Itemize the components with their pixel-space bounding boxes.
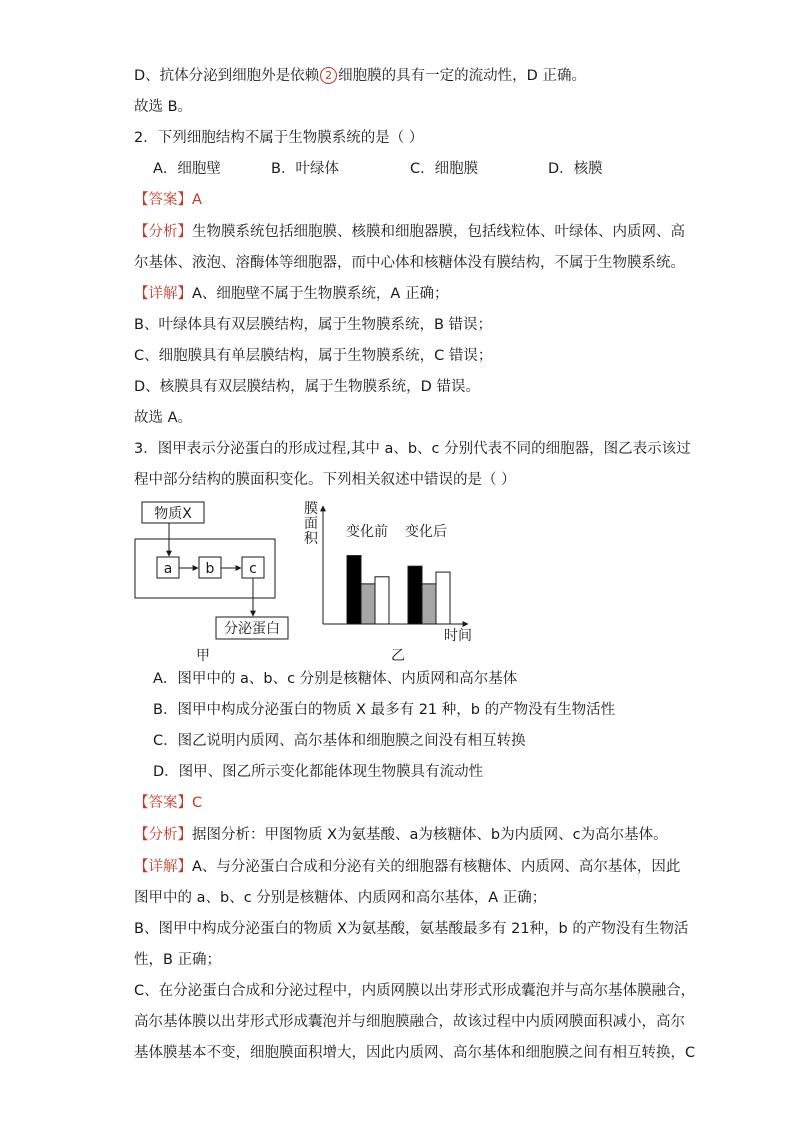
answer-value: C xyxy=(192,795,203,811)
prev-d-text-b: 细胞膜的具有一定的流动性，D 正确。 xyxy=(338,68,586,84)
figure-yi-chart xyxy=(304,501,472,664)
q3-stem-1: 3．图甲表示分泌蛋白的形成过程,其中 a、b、c 分别代表不同的细胞器，图乙表示该过 xyxy=(134,441,691,457)
organelle-c-label: c xyxy=(249,561,257,577)
q3-analysis xyxy=(134,825,668,845)
bar-2-2 xyxy=(422,584,436,624)
q2-answer xyxy=(134,190,202,210)
x-axis-label: 时间 xyxy=(444,628,472,644)
q2-option-d: D．核膜 xyxy=(548,161,603,177)
category-label-before: 变化前 xyxy=(346,524,388,540)
bar-2-1 xyxy=(408,566,422,624)
q3-detail-6: 高尔基体膜以出芽形式形成囊泡并与细胞膜融合，故该过程中内质网膜面积减小，高尔 xyxy=(134,1014,685,1030)
q2-detail-1 xyxy=(134,284,448,304)
q2-option-b: B．叶绿体 xyxy=(271,161,339,177)
bar-1-3 xyxy=(375,577,389,624)
q3-option-d: D．图甲、图乙所示变化都能体现生物膜具有流动性 xyxy=(153,764,484,780)
q3-answer xyxy=(134,793,202,813)
q3-detail-5: C、在分泌蛋白合成和分泌过程中，内质网膜以出芽形式形成囊泡并与高尔基体膜融合， xyxy=(134,983,696,999)
prev-option-d-line xyxy=(134,66,586,86)
y-axis-label: 膜面积 xyxy=(304,501,318,547)
answer-value: A xyxy=(192,192,202,208)
detail-tag: 【详解】 xyxy=(134,286,192,302)
q2-stem: 2．下列细胞结构不属于生物膜系统的是（ ） xyxy=(134,130,424,146)
q2-choose: 故选 A。 xyxy=(134,410,193,426)
q3-figure xyxy=(130,498,490,666)
q3-detail-7: 基体膜基本不变，细胞膜面积增大，因此内质网、高尔基体和细胞膜之间有相互转换，C xyxy=(134,1045,696,1061)
q3-option-a: A．图甲中的 a、b、c 分别是核糖体、内质网和高尔基体 xyxy=(153,671,518,687)
category-label-after: 变化后 xyxy=(405,524,447,540)
q3-option-b: B．图甲中构成分泌蛋白的物质 X 最多有 21 种，b 的产物没有生物活性 xyxy=(153,702,616,718)
bar-2-3 xyxy=(436,572,450,624)
prev-choose: 故选 B。 xyxy=(134,99,193,115)
bar-1-1 xyxy=(347,556,361,624)
caption-jia: 甲 xyxy=(196,648,210,664)
q2-analysis-2: 尔基体、液泡、溶酶体等细胞器，而中心体和核糖体没有膜结构，不属于生物膜系统。 xyxy=(134,255,685,271)
caption-yi: 乙 xyxy=(391,648,405,664)
q2-detail-3: C、细胞膜具有单层膜结构，属于生物膜系统，C 错误； xyxy=(134,348,493,364)
organelle-a-label: a xyxy=(163,561,173,577)
q2-analysis-1 xyxy=(134,222,685,242)
answer-tag: 【答案】 xyxy=(134,192,192,208)
answer-tag: 【答案】 xyxy=(134,795,192,811)
analysis-text: 据图分析：甲图物质 X为氨基酸、a为核糖体、b为内质网、c为高尔基体。 xyxy=(192,827,668,843)
figure-jia xyxy=(135,502,288,664)
detail-text: A、细胞壁不属于生物膜系统，A 正确； xyxy=(192,286,449,302)
q3-option-c: C．图乙说明内质网、高尔基体和细胞膜之间没有相互转换 xyxy=(153,733,526,749)
organelle-b-label: b xyxy=(205,561,215,577)
q3-detail-4: 性，B 正确； xyxy=(134,952,222,968)
substance-x-label: 物质X xyxy=(154,506,192,522)
analysis-text: 生物膜系统包括细胞膜、核膜和细胞器膜，包括线粒体、叶绿体、内质网、高 xyxy=(192,224,685,240)
q3-detail-2: 图甲中的 a、b、c 分别是核糖体、内质网和高尔基体，A 正确； xyxy=(134,890,547,906)
q2-detail-2: B、叶绿体具有双层膜结构，属于生物膜系统，B 错误； xyxy=(134,317,493,333)
prev-d-text-a: D、抗体分泌到细胞外是依赖 xyxy=(134,68,320,84)
product-label: 分泌蛋白 xyxy=(224,621,280,637)
q3-detail-1 xyxy=(134,857,680,877)
bar-1-2 xyxy=(361,584,375,624)
q3-stem-2: 程中部分结构的膜面积变化。下列相关叙述中错误的是（ ） xyxy=(134,472,516,488)
detail-tag: 【详解】 xyxy=(134,859,192,875)
analysis-tag: 【分析】 xyxy=(134,224,192,240)
detail-text: A、与分泌蛋白合成和分泌有关的细胞器有核糖体、内质网、高尔基体，因此 xyxy=(192,859,681,875)
q2-option-a: A．细胞壁 xyxy=(153,161,221,177)
q2-option-c: C．细胞膜 xyxy=(410,161,479,177)
circled-number: 2 xyxy=(320,67,337,84)
q3-detail-3: B、图甲中构成分泌蛋白的物质 X为氨基酸，氨基酸最多有 21种，b 的产物没有生物活 xyxy=(134,921,689,937)
q2-detail-4: D、核膜具有双层膜结构，属于生物膜系统，D 错误。 xyxy=(134,379,480,395)
analysis-tag: 【分析】 xyxy=(134,827,192,843)
